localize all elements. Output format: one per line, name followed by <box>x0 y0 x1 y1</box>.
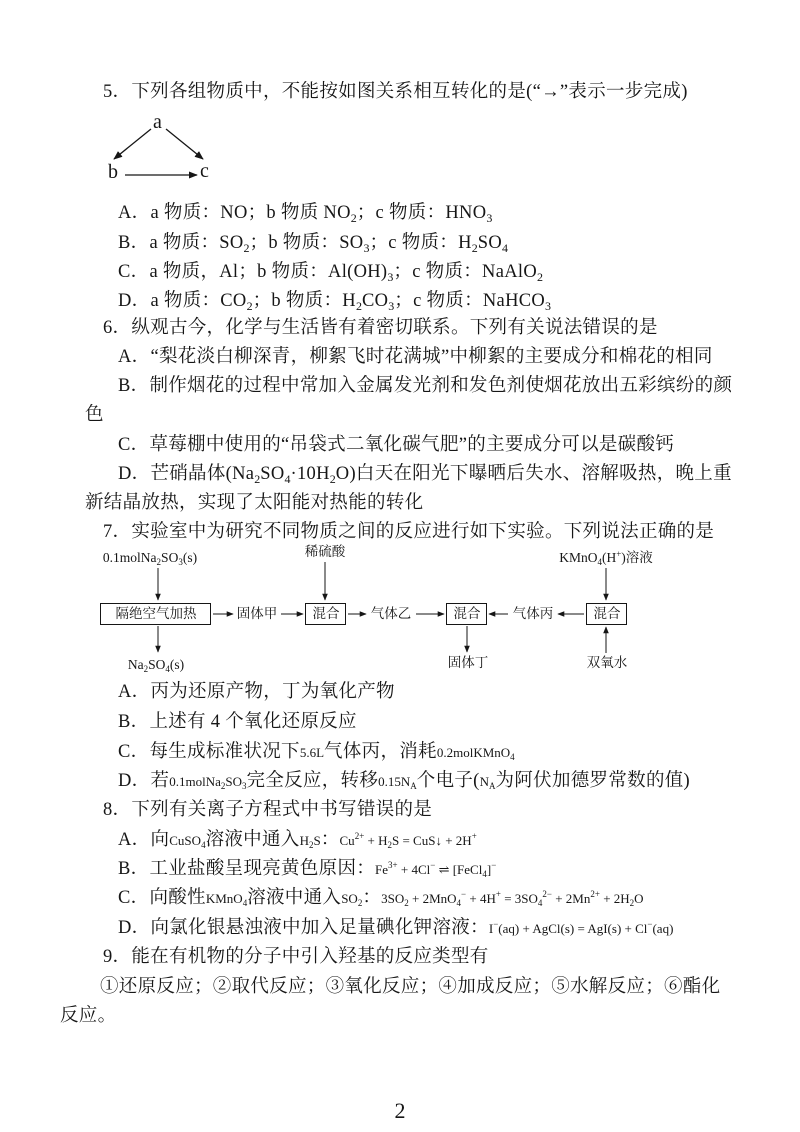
q6-option-c <box>118 431 674 459</box>
text-run: D．a 物质：CO <box>118 291 247 311</box>
text-run: B．a 物质：SO <box>118 233 244 253</box>
text-run: C．向酸性 <box>118 888 206 908</box>
subscript: 4 <box>165 664 170 674</box>
q7-option-a <box>118 678 395 706</box>
formula-superscript: − <box>647 919 653 929</box>
text-run: )溶液 <box>621 550 653 565</box>
text-run: (s) <box>182 550 198 565</box>
formula-run: SO <box>341 891 358 906</box>
formula-run: = 3SO <box>500 891 538 906</box>
subscript: 2 <box>143 664 149 674</box>
text-run: B．工业盐酸呈现亮黄色原因： <box>118 859 376 879</box>
q7-option-b <box>118 708 357 736</box>
subscript: 2 <box>471 241 478 255</box>
formula-run: (aq) + AgCl(s) = AgI(s) + Cl <box>498 921 648 936</box>
text-run: ；c 物质：NaAlO <box>393 262 537 282</box>
subscript: 2 <box>254 472 261 486</box>
text-run: D．芒硝晶体(Na <box>118 464 255 484</box>
formula-run: + 2Mn <box>551 891 591 906</box>
flow-input-peroxide: 双氧水 <box>586 655 628 670</box>
superscript: + <box>616 549 622 559</box>
text-run: 溶液中通入 <box>247 888 342 908</box>
text-run: ·10H <box>290 464 330 484</box>
formula-subscript: 4 <box>456 898 462 908</box>
formula-subscript: 3 <box>242 781 247 791</box>
text-run: 0.1molNa <box>102 550 157 565</box>
formula-run: ] <box>486 862 492 877</box>
text-run: 7．实验室中为研究不同物质之间的反应进行如下实验。下列说法正确的是 <box>103 522 715 542</box>
q8-option-b <box>118 855 496 884</box>
q6-option-d <box>118 460 732 488</box>
flow-box-mix-3: 混合 <box>593 606 621 621</box>
subscript: 3 <box>387 270 394 284</box>
text-run: 气体丙，消耗 <box>324 742 437 762</box>
subscript: 4 <box>284 472 291 486</box>
subscript: 3 <box>486 211 493 225</box>
flow-box-mix-2: 混合 <box>453 606 481 621</box>
text-run: SO <box>260 464 285 484</box>
formula-run: 0.1molNa <box>169 774 221 789</box>
formula-subscript: 2 <box>357 898 363 908</box>
q9-choices-continued <box>60 1002 116 1030</box>
subscript: 3 <box>178 557 183 567</box>
q5-option-b <box>118 229 508 257</box>
text-run: ；b 物质：SO <box>249 233 364 253</box>
text-run: B．上述有 4 个氧化还原反应 <box>118 712 357 732</box>
text-run: ①还原反应；②取代反应；③氧化反应；④加成反应；⑤水解反应；⑥酯化 <box>100 977 721 997</box>
formula-run: KMnO <box>205 891 243 906</box>
arrow-a-to-c <box>166 129 203 159</box>
formula-superscript: + <box>495 889 501 899</box>
text-run: 反应。 <box>60 1006 117 1026</box>
text-run: C．草莓棚中使用的“吊袋式二氧化碳气肥”的主要成分可以是碳酸钙 <box>118 435 675 455</box>
flow-label-solid-jia: 固体甲 <box>236 606 278 621</box>
formula-superscript: 2+ <box>354 831 365 841</box>
q6-stem <box>103 314 658 342</box>
text-run: 溶液中通入 <box>205 830 300 850</box>
text-run: 6．纵观古今，化学与生活皆有着密切联系。下列有关说法错误的是 <box>103 318 658 338</box>
subscript: 2 <box>355 299 362 313</box>
formula-subscript: 4 <box>242 898 248 908</box>
formula-subscript: 2 <box>404 898 409 908</box>
formula-run: 5.6L <box>299 745 325 760</box>
formula-run: O <box>634 891 644 906</box>
formula-subscript: A <box>489 781 496 791</box>
formula-run: H <box>299 833 309 848</box>
flow-box-heat: 隔绝空气加热 <box>115 606 197 621</box>
subscript: 2 <box>246 299 253 313</box>
text-run: ： <box>362 888 382 908</box>
formula-superscript: − <box>493 919 499 929</box>
q6-option-a <box>118 343 713 371</box>
flow-input-acid: 稀硫酸 <box>304 544 346 559</box>
subscript: 4 <box>502 241 509 255</box>
formula-run: + 2H <box>599 891 630 906</box>
flow-input-permanganate <box>559 550 653 566</box>
q8-option-a <box>118 826 477 855</box>
text-run: 个电子( <box>416 771 480 791</box>
q6-option-b-continued <box>85 401 104 429</box>
formula-subscript: 2 <box>220 781 226 791</box>
q5-option-d <box>118 287 551 315</box>
flow-box-mix-1: 混合 <box>312 606 340 621</box>
formula-subscript: 2 <box>308 840 314 850</box>
q7-option-d <box>118 767 690 796</box>
text-run: Na <box>127 657 144 672</box>
formula-run: 0.2molKMnO <box>436 745 511 760</box>
text-run: ；c 物质：H <box>369 233 472 253</box>
formula-subscript: 4 <box>537 898 543 908</box>
formula-superscript: 2+ <box>590 889 600 899</box>
q5-option-c <box>118 258 543 286</box>
text-run: SO <box>477 233 503 253</box>
flowchart <box>0 540 800 675</box>
q6-option-d-continued <box>85 489 423 517</box>
flow-output-sulfate <box>128 657 184 673</box>
formula-subscript: 4 <box>510 752 515 762</box>
formula-subscript: 4 <box>482 869 487 879</box>
text-run: C．每生成标准状况下 <box>118 742 300 762</box>
q9-choices <box>100 973 720 1001</box>
formula-run: S = CuS↓ + 2H <box>392 833 472 848</box>
formula-run: + H <box>364 833 388 848</box>
q8-option-c <box>118 884 644 913</box>
text-run: (s) <box>169 657 185 672</box>
formula-run: + 4Cl <box>397 862 431 877</box>
text-run: D．向氯化银悬浊液中加入足量碘化钾溶液： <box>118 918 489 938</box>
text-run: A．“梨花淡白柳深青，柳絮飞时花满城”中柳絮的主要成分和棉花的相同 <box>118 347 713 367</box>
q6-option-b <box>118 372 732 400</box>
formula-run: ⇌ [FeCl <box>435 862 483 877</box>
formula-run: SO <box>225 774 243 789</box>
text-run: 为阿伏加德罗常数的值) <box>495 771 691 791</box>
text-run: A．向 <box>118 830 170 850</box>
formula-run: 3SO <box>381 891 405 906</box>
q5-stem <box>103 78 688 106</box>
formula-run: 0.15N <box>378 774 411 789</box>
text-run: ；c 物质：NaHCO <box>394 291 546 311</box>
flow-label-gas-bing: 气体丙 <box>512 606 554 621</box>
formula-superscript: + <box>471 831 477 841</box>
subscript: 3 <box>388 299 395 313</box>
formula-run: CuSO <box>169 833 202 848</box>
text-run: (H <box>601 550 617 565</box>
diagram-label-a: a <box>153 111 162 133</box>
q8-option-d <box>118 914 673 943</box>
text-run: 5．下列各组物质中，不能按如图关系相互转化的是(“→”表示一步完成) <box>103 82 688 102</box>
text-run: A．丙为还原产物，丁为氧化产物 <box>118 682 395 702</box>
formula-run: (aq) <box>652 921 674 936</box>
text-run: 新结晶放热，实现了太阳能对热能的转化 <box>85 493 424 513</box>
subscript: 3 <box>363 241 370 255</box>
subscript: 2 <box>329 472 336 486</box>
subscript: 2 <box>350 211 357 225</box>
formula-subscript: 2 <box>629 898 635 908</box>
text-run: ；c 物质：HNO <box>356 203 487 223</box>
text-run: B．制作烟花的过程中常加入金属发光剂和发色剂使烟花放出五彩缤纷的颜 <box>118 376 733 396</box>
text-run: SO <box>161 550 179 565</box>
text-run: ；b 物质：H <box>252 291 356 311</box>
formula-run: I <box>488 921 494 936</box>
q9-stem <box>103 943 489 971</box>
flow-label-gas-yi: 气体乙 <box>370 606 412 621</box>
q5-option-a <box>118 199 492 227</box>
q7-option-c <box>118 738 515 767</box>
text-run: SO <box>148 657 166 672</box>
formula-run: + 2MnO <box>408 891 457 906</box>
formula-subscript: 2 <box>387 840 392 850</box>
formula-subscript: 4 <box>201 840 206 850</box>
text-run: C．a 物质，Al；b 物质：Al(OH) <box>118 262 388 282</box>
formula-superscript: 3+ <box>388 860 398 870</box>
formula-superscript: 2− <box>542 889 552 899</box>
arrow-a-to-b <box>114 129 151 159</box>
formula-run: Fe <box>375 862 389 877</box>
subscript: 2 <box>156 557 162 567</box>
formula-run: N <box>479 774 490 789</box>
text-run: 8．下列有关离子方程式中书写错误的是 <box>103 800 433 820</box>
text-run: ： <box>320 830 340 850</box>
text-run: 完全反应，转移 <box>246 771 379 791</box>
text-run: A．a 物质：NO；b 物质 NO <box>118 203 351 223</box>
flow-input-sulfite <box>103 550 197 566</box>
subscript: 2 <box>536 270 543 284</box>
formula-run: + 4H <box>466 891 496 906</box>
subscript: 3 <box>545 299 552 313</box>
q8-stem <box>103 796 432 824</box>
formula-superscript: − <box>430 860 436 870</box>
diagram-label-b: b <box>108 161 118 183</box>
flow-output-solid-ding: 固体丁 <box>447 655 489 670</box>
text-run: D．若 <box>118 771 170 791</box>
text-run: CO <box>361 291 389 311</box>
formula-superscript: − <box>461 889 467 899</box>
subscript: 4 <box>597 557 602 567</box>
formula-subscript: A <box>410 781 417 791</box>
subscript: 2 <box>243 241 250 255</box>
formula-superscript: − <box>491 860 497 870</box>
text-run: KMnO <box>559 550 598 565</box>
text-run: 9．能在有机物的分子中引入羟基的反应类型有 <box>103 947 489 967</box>
formula-run: S <box>313 833 321 848</box>
text-run: O)白天在阳光下曝晒后失水、溶解吸热，晚上重 <box>335 464 732 484</box>
diagram-label-c: c <box>200 160 209 182</box>
page-number: 2 <box>394 1098 406 1123</box>
formula-run: Cu <box>339 833 355 848</box>
text-run: 色 <box>85 405 104 425</box>
